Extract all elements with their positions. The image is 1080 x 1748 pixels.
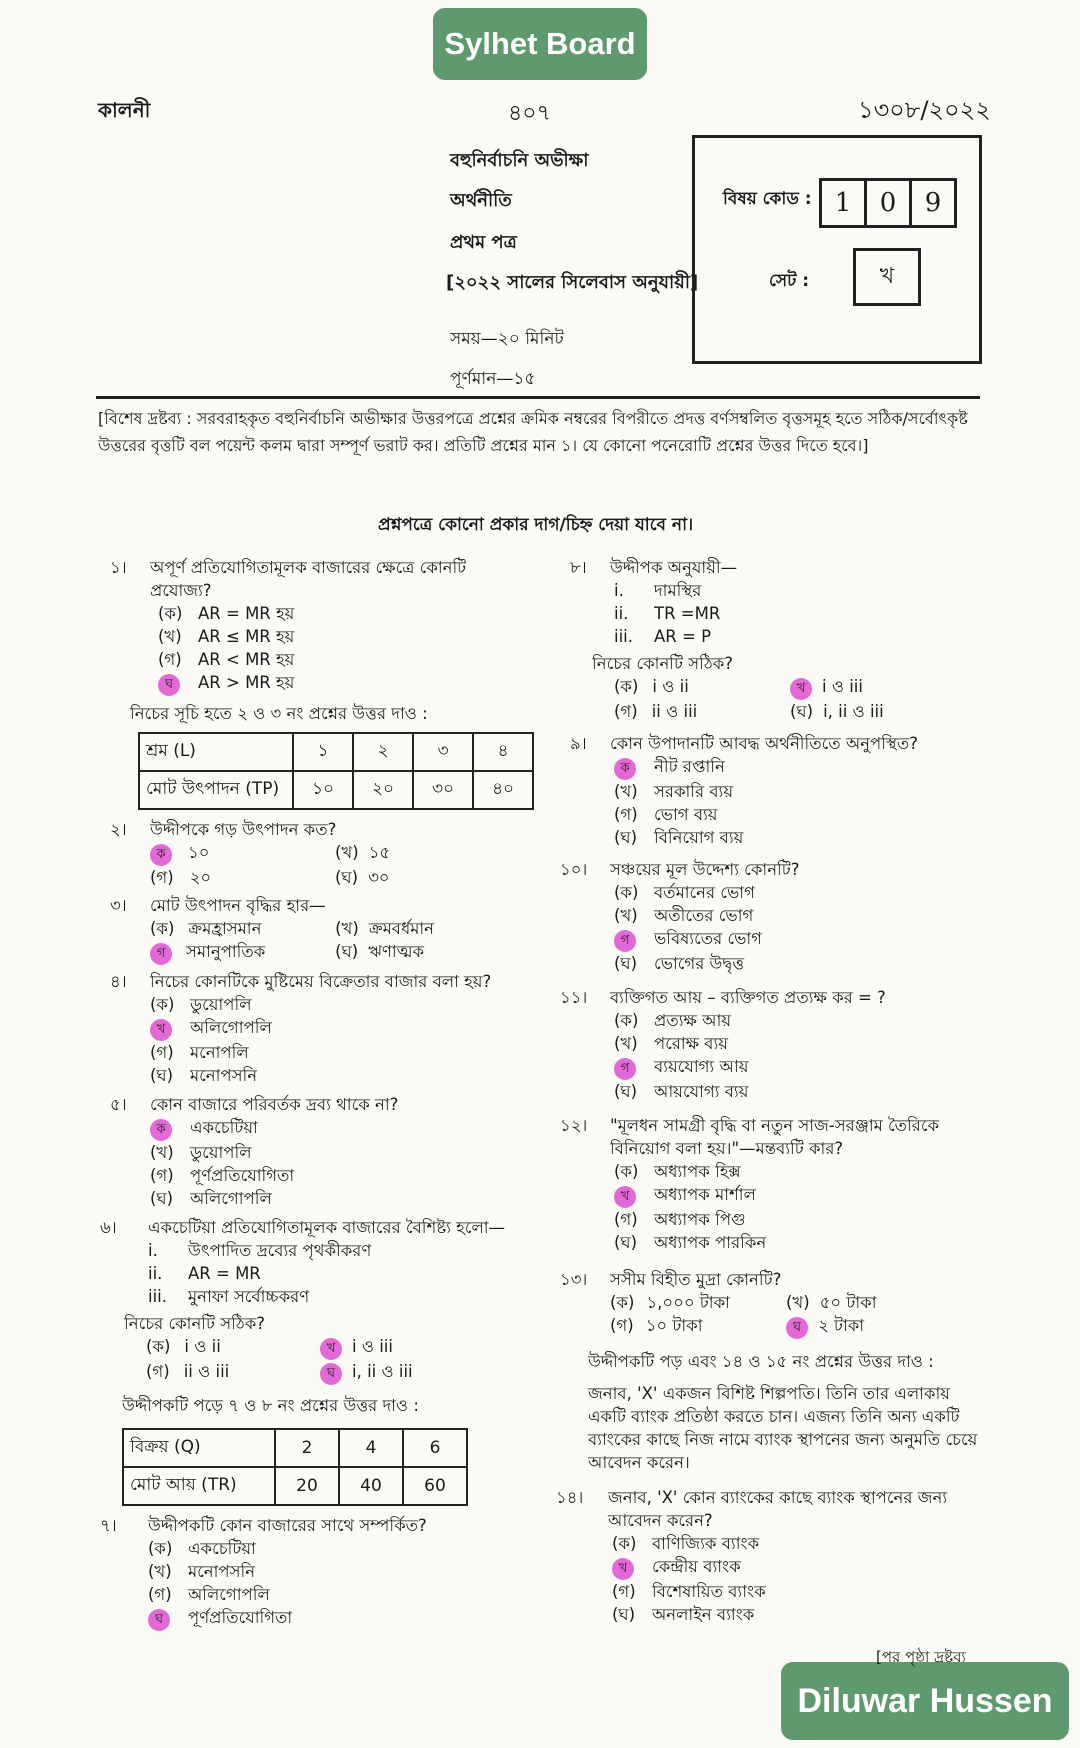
option[interactable]: (ক) ১,০০০ টাকা	[610, 1293, 730, 1312]
option[interactable]: (খ) পরোক্ষ ব্যয়	[614, 1034, 728, 1053]
option[interactable]: (গ) AR < MR হয়	[158, 650, 295, 669]
option[interactable]: (খ) অতীতের ভোগ	[614, 906, 754, 925]
question-10: ১০। সঞ্চয়ের মূল উদ্দেশ্য কোনটি? (ক) বর্তমানের ভোগ (খ) অতীতের ভোগ গ ভবিষ্যতের ভোগ (ঘ) ভোগের উদ্বৃত্ত	[560, 858, 990, 975]
option[interactable]: (খ) ডুয়োপলি	[150, 1143, 252, 1162]
option[interactable]: (গ) ii ও iii	[614, 702, 698, 721]
question-11: ১১। ব্যক্তিগত আয় – ব্যক্তিগত প্রত্যক্ষ কর = ? (ক) প্রত্যক্ষ আয় (খ) পরোক্ষ ব্যয় গ ব্যয়যোগ্য আয় (ঘ) আয়যোগ্য ব্যয়	[560, 986, 990, 1103]
answer-mark-icon: ঘ	[158, 674, 180, 696]
option[interactable]: (ক) AR = MR হয়	[158, 604, 295, 623]
question-1	[110, 556, 520, 696]
option-marked[interactable]: খ i ও iii	[790, 675, 990, 700]
paper-name: প্রথম পত্র	[450, 232, 517, 253]
option-marked[interactable]: ঘ ২ টাকা	[786, 1314, 986, 1339]
syllabus-note: [২০২২ সালের সিলেবাস অনুযায়ী]	[446, 272, 699, 293]
question-7: ৭। উদ্দীপকটি কোন বাজারের সাথে সম্পর্কিত? (ক) একচেটিয়া (খ) মনোপসনি (গ) অলিগোপলি ঘ পূর্ণপ্রতিযোগিতা	[100, 1514, 540, 1631]
option-marked[interactable]: ঘ AR > MR হয়	[158, 671, 520, 696]
table1-intro: নিচের সূচি হতে ২ ও ৩ নং প্রশ্নের উত্তর দাও :	[130, 704, 428, 723]
option[interactable]: (ক) ক্রমহ্রাসমান	[150, 919, 262, 938]
question-13: ১৩। সসীম বিহীত মুদ্রা কোনটি? (ক) ১,০০০ টাকা (খ) ৫০ টাকা (গ) ১০ টাকা ঘ ২ টাকা	[560, 1268, 990, 1339]
question-3: ৩। মোট উৎপাদন বৃদ্ধির হার— (ক) ক্রমহ্রাসমান (খ) ক্রমবর্ধমান গ সমানুপাতিক (ঘ) ঋণাত্মক	[110, 894, 530, 965]
option[interactable]: (খ) মনোপসনি	[148, 1562, 256, 1581]
option[interactable]: (ঘ) মনোপসনি	[150, 1066, 258, 1085]
exam-year: ১৩০৮/২০২২	[858, 96, 991, 124]
subject-code-label: বিষয় কোড :	[723, 189, 812, 209]
question-14: ১৪। জনাব, 'X' কোন ব্যাংকের কাছে ব্যাংক স্থাপনের জন্য আবেদন করেন? (ক) বাণিজ্যিক ব্যাংক খ কেন্দ্রীয় ব্যাংক (গ) বিশেষায়িত ব্যাংক (ঘ) অনলাইন ব্যাংক	[556, 1486, 986, 1626]
watermark-badge: Diluwar Hussen	[781, 1662, 1069, 1740]
question-5: ৫। কোন বাজারে পরিবর্তক দ্রব্য থাকে না? ক একচেটিয়া (খ) ডুয়োপলি (গ) পূর্ণপ্রতিযোগিতা (ঘ) অলিগোপলি	[110, 1093, 540, 1210]
option[interactable]: (ঘ) অনলাইন ব্যাংক	[612, 1605, 755, 1624]
option[interactable]: (ক) প্রত্যক্ষ আয়	[614, 1011, 732, 1030]
option[interactable]: (খ) ৫০ টাকা	[786, 1293, 877, 1312]
option-marked[interactable]: ঘ i, ii ও iii	[320, 1360, 520, 1385]
option[interactable]: (খ) ১৫	[335, 843, 391, 862]
question-6: ৬। একচেটিয়া প্রতিযোগিতামূলক বাজারের বৈশিষ্ট্য হলো— i. উৎপাদিত দ্রব্যের পৃথকীকরণ ii. AR = MR iii. মুনাফা সর্বোচ্চকরণ নিচের কোনটি সঠিক? (ক) i ও ii খ i ও iii (গ) ii ও iii ঘ i, ii ও iii	[100, 1216, 540, 1385]
option[interactable]: (ঘ) i, ii ও iii	[790, 702, 884, 721]
paper-code: ৪০৭	[508, 101, 551, 126]
option[interactable]: (গ) ১০ টাকা	[610, 1316, 703, 1335]
set-label: সেট :	[769, 271, 810, 291]
option[interactable]: (গ) অধ্যাপক পিগু	[614, 1210, 746, 1229]
option-marked[interactable]: ক ১০	[150, 841, 335, 866]
question-4: ৪। নিচের কোনটিকে মুষ্টিমেয় বিক্রেতার বাজার বলা হয়? (ক) ডুয়োপলি খ অলিগোপলি (গ) মনোপলি (ঘ) মনোপসনি	[110, 970, 540, 1087]
option-marked[interactable]: ঘ পূর্ণপ্রতিযোগিতা	[148, 1606, 540, 1631]
option-marked[interactable]: খ অলিগোপলি	[150, 1016, 540, 1041]
option-marked[interactable]: ক একচেটিয়া	[150, 1116, 540, 1141]
code-digit: 0	[867, 181, 912, 225]
option[interactable]: (ঘ) বিনিয়োগ ব্যয়	[614, 828, 744, 847]
option[interactable]: (ঘ) ঋণাত্মক	[335, 942, 425, 961]
option-marked[interactable]: ক নীট রপ্তানি	[614, 755, 990, 780]
subject-code-digits	[819, 178, 957, 228]
subject-code-box	[692, 135, 982, 364]
subject-name: অর্থনীতি	[450, 190, 512, 211]
option-marked[interactable]: খ অধ্যাপক মার্শাল	[614, 1183, 980, 1208]
option[interactable]: (ঘ) অলিগোপলি	[150, 1189, 272, 1208]
option[interactable]: (ক) i ও ii	[614, 677, 689, 696]
option[interactable]: (গ) মনোপলি	[150, 1043, 249, 1062]
instruction: প্রশ্নপত্রে কোনো প্রকার দাগ/চিহ্ন দেয়া যাবে না।	[378, 515, 694, 535]
option[interactable]: (ক) একচেটিয়া	[148, 1539, 256, 1558]
option-marked[interactable]: গ ব্যয়যোগ্য আয়	[614, 1055, 990, 1080]
table2-intro: উদ্দীপকটি পড়ে ৭ ও ৮ নং প্রশ্নের উত্তর দাও :	[122, 1396, 419, 1415]
option-marked[interactable]: খ i ও iii	[320, 1335, 520, 1360]
board-badge: Sylhet Board	[433, 8, 647, 80]
passage-intro: উদ্দীপকটি পড় এবং ১৪ ও ১৫ নং প্রশ্নের উত্তর দাও :	[588, 1352, 934, 1371]
set-box: খ	[853, 248, 921, 306]
special-note: [বিশেষ দ্রষ্টব্য : সরবরাহকৃত বহুনির্বাচনি অভীক্ষার উত্তরপত্রে প্রশ্নের ক্রমিক নম্বরের বিপরীতে প্রদত্ত বর্ণসম্বলিত বৃত্তসমূহ হতে সঠিক/সর্বোৎকৃষ্ট উত্তরের বৃত্তটি বল পয়েন্ট কলম দ্বারা সম্পূর্ণ ভরাট কর। প্রতিটি প্রশ্নের মান ১। যে কোনো পনেরোটি প্রশ্নের উত্তর দিতে হবে।]	[98, 409, 968, 455]
option[interactable]: (ঘ) আয়যোগ্য ব্যয়	[614, 1082, 749, 1101]
option[interactable]: (ক) বাণিজ্যিক ব্যাংক	[612, 1534, 760, 1553]
option[interactable]: (ক) অধ্যাপক হিক্স	[614, 1162, 741, 1181]
option[interactable]: (ঘ) ৩০	[335, 868, 390, 887]
question-9: ৯। কোন উপাদানটি আবদ্ধ অর্থনীতিতে অনুপস্থিত? ক নীট রপ্তানি (খ) সরকারি ব্যয় (গ) ভোগ ব্যয় (ঘ) বিনিয়োগ ব্যয়	[570, 732, 990, 849]
option-marked[interactable]: গ ভবিষ্যতের ভোগ	[614, 927, 990, 952]
district-label: কালনী	[98, 98, 151, 122]
option[interactable]: (ঘ) অধ্যাপক পারকিন	[614, 1233, 767, 1252]
option[interactable]: (গ) ii ও iii	[146, 1362, 230, 1381]
passage: জনাব, 'X' একজন বিশিষ্ট শিল্পপতি। তিনি তার এলাকায় একটি ব্যাংক প্রতিষ্ঠা করতে চান। এজন্য তিনি অন্য একটি ব্যাংকের কাছে নিজ নামে ব্যাংক স্থাপনের জন্য অনুমতি চেয়ে আবেদন করেন।	[588, 1384, 978, 1472]
question-2: ২। উদ্দীপকে গড় উৎপাদন কত? ক ১০ (খ) ১৫ (গ) ২০ (ঘ) ৩০	[110, 818, 520, 889]
option[interactable]: (খ) সরকারি ব্যয়	[614, 782, 734, 801]
divider	[96, 396, 980, 399]
data-table-1: শ্রম (L) ১ ২ ৩ ৪ মোট উৎপাদন (TP) ১০ ২০ ৩০ ৪০	[138, 732, 534, 810]
exam-time: সময়—২০ মিনিট	[450, 329, 564, 349]
option[interactable]: (গ) বিশেষায়িত ব্যাংক	[612, 1582, 766, 1601]
exam-type: বহুনির্বাচনি অভীক্ষা	[450, 150, 589, 171]
option-marked[interactable]: গ সমানুপাতিক	[150, 940, 335, 965]
option[interactable]: (খ) ক্রমবর্ধমান	[335, 919, 435, 938]
option[interactable]: (গ) ভোগ ব্যয়	[614, 805, 718, 824]
next-page-note: [পর পৃষ্ঠা দ্রষ্টব্য	[876, 1648, 966, 1666]
option[interactable]: (গ) অলিগোপলি	[148, 1585, 270, 1604]
code-digit: 9	[924, 188, 942, 218]
question-text: অপূর্ণ প্রতিযোগিতামূলক বাজারের ক্ষেত্রে কোনটি প্রযোজ্য?	[150, 558, 467, 600]
full-marks: পূর্ণমান—১৫	[450, 369, 536, 389]
question-12: ১২। "মূলধন সামগ্রী বৃদ্ধি বা নতুন সাজ-সরঞ্জাম তৈরিকে বিনিয়োগ বলা হয়।"—মন্তব্যটি কার? (ক) অধ্যাপক হিক্স খ অধ্যাপক মার্শাল (গ) অধ্যাপক পিগু (ঘ) অধ্যাপক পারকিন	[560, 1114, 980, 1254]
option[interactable]: (ঘ) ভোগের উদ্বৃত্ত	[614, 954, 744, 973]
option[interactable]: (ক) ডুয়োপলি	[150, 995, 252, 1014]
option[interactable]: (খ) AR ≤ MR হয়	[158, 627, 295, 646]
option[interactable]: (ক) i ও ii	[146, 1337, 221, 1356]
question-8: ৮। উদ্দীপক অনুযায়ী— i. দামস্থির ii. TR =MR iii. AR = P নিচের কোনটি সঠিক? (ক) i ও ii খ i ও iii (গ) ii ও iii (ঘ) i, ii ও iii	[570, 556, 990, 723]
data-table-2: বিক্রয় (Q) 2 4 6 মোট আয় (TR) 20 40 60	[122, 1428, 468, 1506]
option[interactable]: (গ) ২০	[150, 868, 212, 887]
option[interactable]: (ক) বর্তমানের ভোগ	[614, 883, 755, 902]
option-marked[interactable]: খ কেন্দ্রীয় ব্যাংক	[612, 1555, 986, 1580]
question-number: ১।	[110, 558, 127, 577]
option[interactable]: (গ) পূর্ণপ্রতিযোগিতা	[150, 1166, 295, 1185]
code-digit: 1	[822, 181, 867, 225]
